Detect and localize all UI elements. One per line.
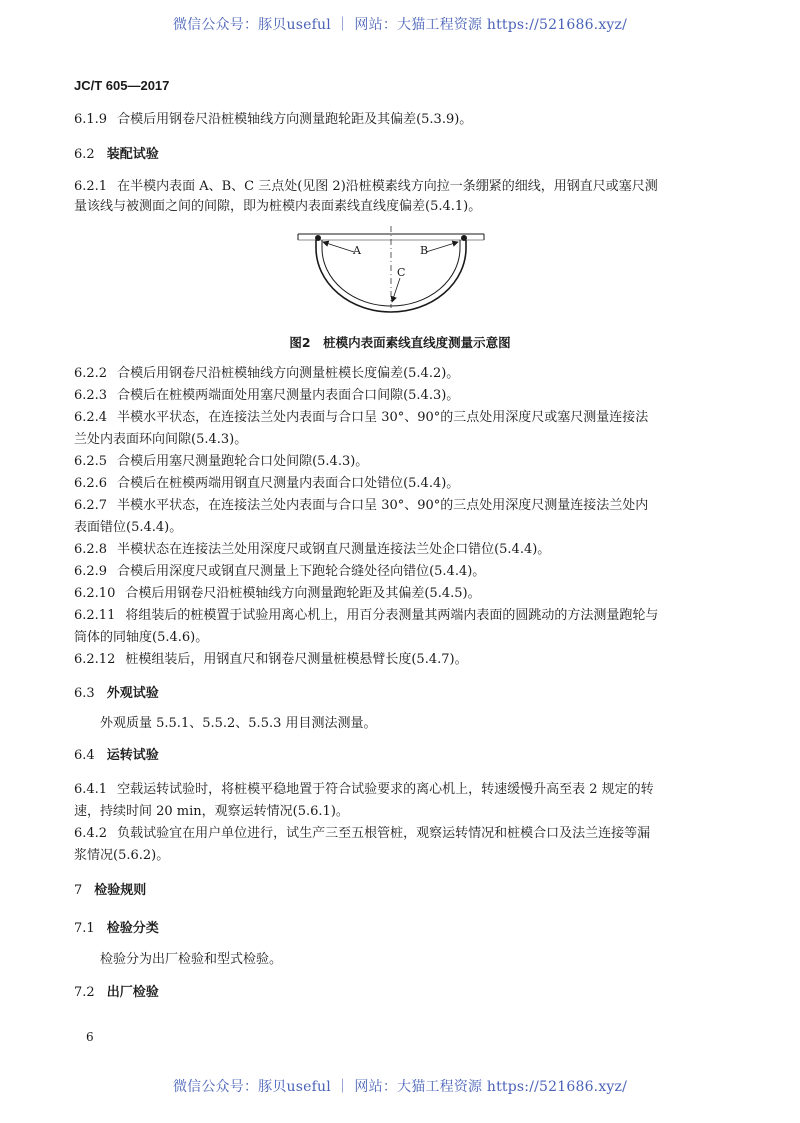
clause-number: 7.2 <box>74 985 95 1000</box>
watermark-bottom: 微信公众号：豚贝useful ｜ 网站：大猫工程资源 https://521686.xyz/ <box>172 1079 628 1095</box>
heading-text: 外观试验 <box>106 686 159 701</box>
clause-number: 6.2.9 <box>74 564 108 579</box>
paragraph-6-2-12 <box>74 650 468 670</box>
paragraph-7-1-body: 检验分为出厂检验和型式检验。 <box>100 952 283 967</box>
clause-number: 6.1.9 <box>74 112 108 127</box>
heading-text: 运转试验 <box>106 748 159 763</box>
clause-text: 负载试验宜在用户单位进行，试生产三至五根管桩，观察运转情况和桩模合口及法兰连接等漏 <box>117 826 651 841</box>
paragraph-6-4-1 <box>74 780 654 800</box>
paragraph-continuation: 兰处内表面环向间隙(5.4.3)。 <box>74 432 248 447</box>
clause-number: 6.2.7 <box>74 498 108 513</box>
clause-number: 6.2.4 <box>74 410 108 425</box>
clause-number: 6.2.11 <box>74 608 116 623</box>
leader-b <box>426 242 458 252</box>
clause-text: 合模后用钢卷尺沿桩模轴线方向测量跑轮距及其偏差(5.4.5)。 <box>125 586 481 601</box>
clause-number: 6.2.6 <box>74 476 108 491</box>
clause-number: 6.2.1 <box>74 179 108 194</box>
clause-number: 6.2.8 <box>74 542 108 557</box>
clause-number: 6.2.2 <box>74 366 108 381</box>
paragraph-6-1-9 <box>74 110 472 130</box>
page-number: 6 <box>86 1030 94 1044</box>
clause-number: 6.4 <box>74 748 95 763</box>
heading-text: 检验规则 <box>94 883 147 898</box>
clause-text: 桩模组装后，用钢直尺和钢卷尺测量桩模悬臂长度(5.4.7)。 <box>125 652 468 667</box>
clause-text: 半模水平状态，在连接法兰处内表面与合口呈 30°、90°的三点处用深度尺测量连接法兰处内 <box>117 498 649 513</box>
heading-7-2 <box>74 983 159 1003</box>
heading-6-4 <box>74 746 159 766</box>
heading-6-2 <box>74 145 159 165</box>
label-c: C <box>397 266 406 279</box>
figure-caption: 图2 桩模内表面素线直线度测量示意图 <box>289 335 511 350</box>
paragraph-continuation: 速，持续时间 20 min，观察运转情况(5.6.1)。 <box>74 804 349 819</box>
clause-number: 7.1 <box>74 921 95 936</box>
standard-code: JC/T 605—2017 <box>74 78 170 93</box>
heading-6-3 <box>74 684 159 704</box>
clause-number: 6.2.5 <box>74 454 108 469</box>
clause-number: 6.2.12 <box>74 652 116 667</box>
paragraph-continuation: 浆情况(5.6.2)。 <box>74 848 170 863</box>
clause-number: 6.4.1 <box>74 782 108 797</box>
label-b: B <box>420 244 429 257</box>
paragraph-continuation: 筒体的同轴度(5.4.6)。 <box>74 630 209 645</box>
paragraph-6-4-2 <box>74 824 650 844</box>
heading-text: 检验分类 <box>106 921 159 936</box>
paragraph-continuation: 表面错位(5.4.4)。 <box>74 520 183 535</box>
paragraph-6-2-9 <box>74 562 485 582</box>
clause-number: 6.2.3 <box>74 388 108 403</box>
paragraph-6-2-2 <box>74 364 459 384</box>
paragraph-6-2-4 <box>74 408 648 428</box>
paragraph-6-2-8 <box>74 540 550 560</box>
paragraph-6-2-3 <box>74 386 459 406</box>
clause-text: 合模后用深度尺或钢直尺测量上下跑轮合缝处径向错位(5.4.4)。 <box>117 564 486 579</box>
label-a: A <box>353 244 361 257</box>
clause-text: 合模后用钢卷尺沿桩模轴线方向测量跑轮距及其偏差(5.3.9)。 <box>117 112 473 127</box>
paragraph-continuation: 量该线与被测面之间的间隙，即为桩模内表面素线直线度偏差(5.4.1)。 <box>74 199 482 214</box>
clause-text: 在半模内表面 A、B、C 三点处(见图 2)沿桩模素线方向拉一条绷紧的细线，用钢直尺或塞尺测 <box>117 179 658 194</box>
heading-7 <box>74 881 146 901</box>
paragraph-6-3-body: 外观质量 5.5.1、5.5.2、5.5.3 用目测法测量。 <box>100 716 377 731</box>
paragraph-6-2-5 <box>74 452 368 472</box>
half-mould-shell <box>316 240 466 312</box>
leader-a <box>323 242 354 252</box>
clause-number: 6.4.2 <box>74 826 108 841</box>
heading-7-1 <box>74 919 159 939</box>
figure-2-diagram <box>296 226 486 318</box>
paragraph-6-2-11 <box>74 606 658 626</box>
paragraph-6-2-6 <box>74 474 459 494</box>
leader-c <box>392 278 400 302</box>
clause-number: 6.3 <box>74 686 95 701</box>
watermark-top: 微信公众号：豚贝useful ｜ 网站：大猫工程资源 https://521686.xyz/ <box>172 17 628 33</box>
clause-number: 6.2 <box>74 147 95 162</box>
paragraph-6-2-7 <box>74 496 648 516</box>
heading-text: 出厂检验 <box>106 985 159 1000</box>
clause-text: 空载运转试验时，将桩模平稳地置于符合试验要求的离心机上，转速缓慢升高至表 2 规定的转 <box>117 782 654 797</box>
clause-text: 将组装后的桩模置于试验用离心机上，用百分表测量其两端内表面的圆跳动的方法测量跑轮与 <box>125 608 659 623</box>
paragraph-6-2-10 <box>74 584 481 604</box>
clause-text: 合模后在桩模两端面处用塞尺测量内表面合口间隙(5.4.3)。 <box>117 388 460 403</box>
clause-text: 半模状态在连接法兰处用深度尺或钢直尺测量连接法兰处企口错位(5.4.4)。 <box>117 542 551 557</box>
clause-text: 合模后用钢卷尺沿桩模轴线方向测量桩模长度偏差(5.4.2)。 <box>117 366 460 381</box>
clause-number: 7 <box>74 883 83 898</box>
clause-text: 合模后用塞尺测量跑轮合口处间隙(5.4.3)。 <box>117 454 369 469</box>
clause-text: 合模后在桩模两端用钢直尺测量内表面合口处错位(5.4.4)。 <box>117 476 460 491</box>
clause-number: 6.2.10 <box>74 586 116 601</box>
clause-text: 半模水平状态，在连接法兰处内表面与合口呈 30°、90°的三点处用深度尺或塞尺测量连接法 <box>117 410 649 425</box>
heading-text: 装配试验 <box>106 147 159 162</box>
paragraph-6-2-1 <box>74 177 658 197</box>
